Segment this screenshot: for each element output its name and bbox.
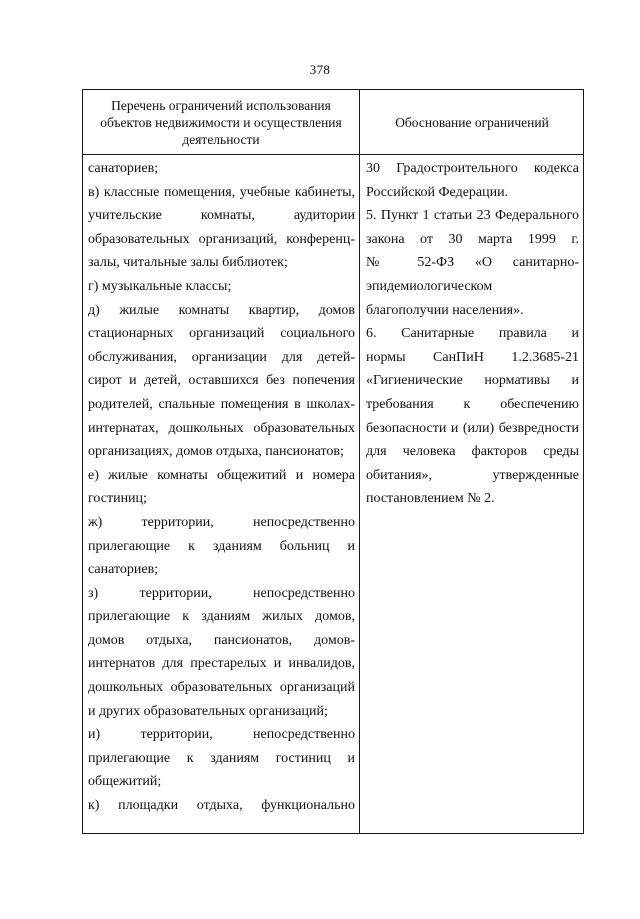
text-line: з) территории, непосредственно — [88, 585, 355, 601]
text-line: домов отдыха, пансионатов, домов- — [88, 632, 355, 648]
text-line: е) жилые комнаты общежитий и номера — [88, 467, 355, 483]
text-line: закона от 30 марта 1999 г. — [366, 231, 579, 247]
text-line: 30 Градостроительного кодекса — [366, 161, 579, 176]
header-justification: Обоснование ограничений — [395, 114, 549, 130]
text-line: дошкольных образовательных организаций — [88, 680, 355, 696]
text-line: «Гигиенические нормативы и — [366, 373, 579, 389]
text-line: и других образовательных организаций; — [88, 703, 328, 719]
header-divider — [83, 154, 583, 155]
column-divider — [359, 90, 360, 833]
text-line: ж) территории, непосредственно — [88, 514, 355, 530]
text-line: интернатах, дошкольных образовательных — [88, 420, 355, 436]
text-line: постановлением № 2. — [366, 491, 495, 507]
text-line: интернатов для престарелых и инвалидов, — [88, 656, 355, 672]
text-line: и) территории, непосредственно — [88, 727, 355, 743]
text-line: г) музыкальные классы; — [88, 278, 232, 294]
text-line: № 52-ФЗ «О санитарно- — [366, 255, 579, 271]
text-line: эпидемиологическом — [366, 278, 493, 294]
restrictions-table — [82, 89, 584, 834]
text-line: нормы СанПиН 1.2.3685-21 — [366, 349, 579, 365]
text-line: общежитий; — [88, 774, 162, 790]
text-line: Российской Федерации. — [366, 184, 509, 200]
text-line: обслуживания, организации для детей- — [88, 349, 355, 365]
text-line: прилегающие к зданиям жилых домов, — [88, 609, 355, 625]
header-restrictions-list: Перечень ограничений использования объектов недвижимости и осуществления деятельности — [100, 97, 342, 147]
text-line: прилегающие к зданиям больниц и — [88, 538, 355, 554]
text-line: д) жилые комнаты квартир, домов — [88, 302, 355, 318]
text-line: образовательных организаций, конференц- — [88, 231, 355, 247]
text-line: в) классные помещения, учебные кабинеты, — [88, 184, 355, 200]
justification-cell — [366, 157, 579, 511]
text-line: благополучии населения». — [366, 302, 524, 318]
text-line: санаториев; — [88, 562, 159, 578]
text-line: организациях, домов отдыха, пансионатов; — [88, 444, 344, 460]
text-line: 6. Санитарные правила и — [366, 326, 579, 342]
text-line: прилегающие к зданиям гостиниц и — [88, 750, 355, 766]
text-line: обитания», утвержденные — [366, 467, 579, 483]
text-line: 5. Пункт 1 статьи 23 Федерального — [366, 208, 579, 224]
text-line: стационарных организаций социального — [88, 326, 355, 342]
text-line: безопасности и (или) безвредности — [366, 420, 579, 436]
restrictions-list-cell — [88, 157, 355, 818]
text-line: санаториев; — [88, 161, 159, 176]
text-line: родителей, спальные помещения в школах- — [88, 396, 355, 412]
text-line: залы, читальные залы библиотек; — [88, 255, 288, 271]
text-line: гостиниц; — [88, 491, 147, 507]
text-line: требования к обеспечению — [366, 396, 579, 412]
text-line: к) площадки отдыха, функционально — [88, 798, 355, 814]
text-line: учительские комнаты, аудитории — [88, 208, 355, 224]
page-number: 378 — [309, 62, 331, 77]
text-line: сирот и детей, оставшихся без попечения — [88, 373, 355, 389]
text-line: для человека факторов среды — [366, 444, 579, 460]
